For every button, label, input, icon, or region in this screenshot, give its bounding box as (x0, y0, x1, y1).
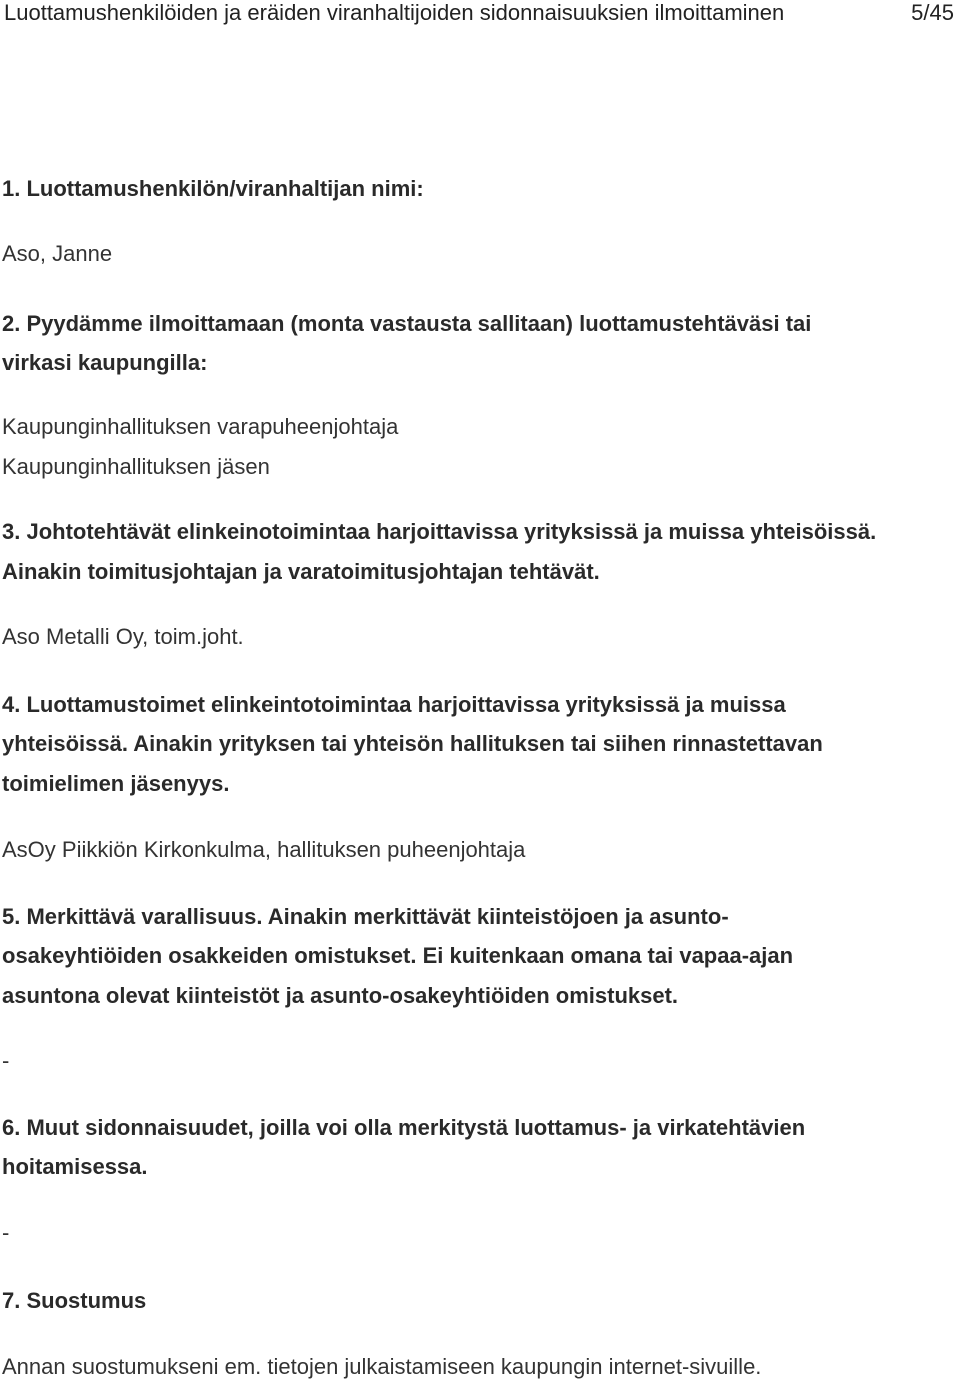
question-3-line-1: 3. Johtotehtävät elinkeinotoimintaa harjoittavissa yrityksissä ja muissa yhteisöissä. (2, 519, 877, 544)
answer-2-line-1: Kaupunginhallituksen varapuheenjohtaja (2, 414, 399, 439)
answer-3: Aso Metalli Oy, toim.joht. (2, 624, 244, 649)
answer-2-line-2: Kaupunginhallituksen jäsen (2, 454, 270, 479)
question-2-line-1: 2. Pyydämme ilmoittamaan (monta vastausta sallitaan) luottamustehtäväsi tai (2, 311, 812, 336)
answer-5: - (2, 1048, 10, 1073)
question-4-line-2: yhteisöissä. Ainakin yrityksen tai yhteisön hallituksen tai siihen rinnastettavan (2, 731, 823, 756)
answer-1: Aso, Janne (2, 241, 113, 266)
page-number: 5/45 (911, 0, 954, 25)
question-5-line-3: asuntona olevat kiinteistöt ja asunto-osakeyhtiöiden omistukset. (2, 983, 679, 1008)
question-1: 1. Luottamushenkilön/viranhaltijan nimi: (2, 176, 424, 201)
question-7: 7. Suostumus (2, 1288, 147, 1313)
question-2-line-2: virkasi kaupungilla: (2, 350, 208, 375)
answer-4: AsOy Piikkiön Kirkonkulma, hallituksen puheenjohtaja (2, 837, 526, 862)
question-4-line-3: toimielimen jäsenyys. (2, 771, 230, 796)
question-3-line-2: Ainakin toimitusjohtajan ja varatoimitusjohtajan tehtävät. (2, 559, 600, 584)
question-5-line-1: 5. Merkittävä varallisuus. Ainakin merkittävät kiinteistöjoen ja asunto- (2, 904, 729, 929)
question-5-line-2: osakeyhtiöiden osakkeiden omistukset. Ei kuitenkaan omana tai vapaa-ajan (2, 943, 794, 968)
page-header (4, 0, 954, 26)
question-4-line-1: 4. Luottamustoimet elinkeintotoimintaa harjoittavissa yrityksissä ja muissa (2, 692, 786, 717)
document-title: Luottamushenkilöiden ja eräiden viranhaltijoiden sidonnaisuuksien ilmoittaminen (4, 0, 785, 25)
answer-7: Annan suostumukseni em. tietojen julkaistamiseen kaupungin internet-sivuille. (2, 1354, 762, 1379)
question-6-line-2: hoitamisessa. (2, 1154, 148, 1179)
question-6-line-1: 6. Muut sidonnaisuudet, joilla voi olla merkitystä luottamus- ja virkatehtävien (2, 1115, 806, 1140)
answer-6: - (2, 1220, 10, 1245)
